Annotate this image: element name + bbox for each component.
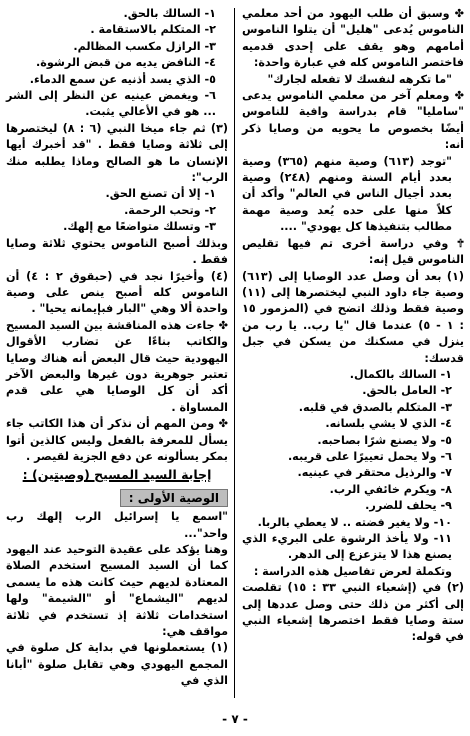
- paragraph: ٩- يحلف للضرر.: [365, 499, 452, 513]
- paragraph: (٤) وأخيرًا نجد في (حبقوق ٢ : ٤) أن الناموس كله أصبح ينص على وصية واحدة ألا وهي "البار فبإيمانه يحيا" .: [6, 269, 228, 316]
- paragraph: "اسمع يا إسرائيل الرب إلهك رب واحد"...: [6, 510, 228, 540]
- left-column-top: [6, 6, 228, 465]
- left-column: [6, 6, 228, 690]
- paragraph: وتكملة لعرض تفاصيل هذه الدراسة :: [253, 564, 452, 578]
- paragraph: ٧- والرذيل محتقر في عينيه.: [297, 466, 452, 480]
- page-number: - ٧ -: [222, 712, 248, 726]
- paragraph: "ما تكرهه لنفسك لا تفعله لجارك": [267, 72, 452, 86]
- paragraph: ٢- المتكلم بالاستقامة .: [90, 23, 216, 37]
- paragraph: ٥- الذي يسد أذنيه عن سمع الدماء.: [29, 72, 216, 86]
- paragraph: 🕆 وفي دراسة أخرى تم فيها تقليص الناموس قيل إنه:: [242, 236, 464, 267]
- paragraph: ١٠- ولا يغير فضته .. لا يعطي بالربا.: [257, 515, 452, 529]
- paragraph: ✤ جاءت هذه المناقشة بين السيد المسيح والكاتب بناءًا عن تضارب الأقوال اليهودية حيث قال البعض أنه هناك وصايا تعتبر جوهرية دون غيرها والبعض الآخر أكد أن كل الوصايا هي على قدم المساواة .: [6, 318, 228, 414]
- paragraph: ٣- المتكلم بالصدق في قلبه.: [298, 400, 452, 414]
- paragraph: ٨- ويكرم خائفي الرب.: [329, 482, 452, 496]
- paragraph: ١- السالك بالحق.: [123, 7, 216, 20]
- paragraph: (١) بعد أن وصل عدد الوصايا إلى (٦١٣) وصية جاء داود النبي ليختصرها إلى (١١) وصية فقط وذلك اتضح في (المزمور ١٥ : ١ - ٥) عندما قال "يا رب.. يا رب من ينزل في مسكنك من يسكن في جبل قدسك:: [242, 269, 465, 365]
- section-heading: [6, 467, 228, 483]
- paragraph: ٢- العامل بالحق.: [362, 384, 452, 398]
- paragraph: ٤- الذي لا يشي بلسانه.: [325, 417, 452, 431]
- left-column-bottom: [6, 509, 228, 689]
- paragraph: ٥- ولا يصنع شرًا بصاحبه.: [317, 433, 452, 447]
- paragraph: ١- إلا أن تصنع الحق.: [105, 187, 216, 201]
- paragraph: ٣- الرازل مكسب المظالم.: [73, 39, 216, 53]
- paragraph: وهنا يؤكد على عقيدة التوحيد عند اليهود كما أن السيد المسيح استخدم الصلاة المعتادة لديهم حيث كانت هذه ما يسمى لديهم "اليشماع" أو "الشيمة" ولها استخدامات ثلاثة إذ تستخدم في ثلاثة مواقف هي:: [6, 543, 228, 639]
- paragraph: ١١- ولا يأخذ الرشوة على البريء الذي يصنع هذا لا يتزعزع إلى الدهر.: [242, 532, 452, 562]
- paragraph: ١- السالك بالكمال.: [349, 367, 452, 381]
- paragraph: ✤ ومن المهم أن نذكر أن هذا الكاتب جاء يسأل للمعرفة بالفعل وليس كالذين أتوا بمكر يسألونه عن دفع الجزية لقيصر .: [6, 417, 228, 463]
- paragraph: وبذلك أصبح الناموس يحتوي ثلاثة وصايا فقط .: [6, 236, 228, 267]
- section-heading-text: إجابة السيد المسيح (وصيتين) :: [22, 467, 212, 483]
- paragraph: "توجد (٦١٣) وصية منهم (٣٦٥) وصية بعدد أيام السنة ومنهم (٢٤٨) وصية بعدد أجيال الناس في العالم" وأكد أن كلاً منها على حده يُعد وصية مهمة مطالب بتنفيذها كل يهودي" ....: [242, 154, 453, 234]
- paragraph: ٦- ولا يحمل تعييرًا على قريبه.: [287, 449, 452, 463]
- paragraph: ٣- وتسلك متواضعًا مع إلهك.: [63, 220, 216, 234]
- right-column: [242, 6, 464, 646]
- paragraph: ٤- النافض يديه من قبض الرشوة.: [35, 56, 216, 70]
- paragraph: ٦- ويغمض عينيه عن النظر إلى الشر ... هو في الأعالي يثبت.: [6, 89, 216, 119]
- column-divider: [234, 8, 235, 698]
- paragraph: ✤ وسبق أن طلب اليهود من أحد معلمي الناموس يُدعى "هليل" أن يتلوا الناموس أمامهم وهو يقف على إحدى قدميه فاختصر الناموس كله في عبارة واحدة:: [242, 7, 464, 70]
- paragraph: (١) يستعملونها في بداية كل صلوة في المجمع اليهودي وهي تقابل صلوة "أبانا الذي في: [6, 641, 228, 688]
- paragraph: ٢- وتحب الرحمة.: [124, 203, 216, 217]
- paragraph: ✤ ومعلم آخر من معلمي الناموس يدعى "ساملیا" قام بدراسة وافية للناموس أيضًا بخصوص ما يحويه من وصايا ذكر أنه:: [242, 89, 464, 152]
- first-commandment-badge: الوصية الأولى :: [120, 489, 228, 507]
- paragraph: (٢) في (إشعياء النبي ٣٣ : ١٥) تقلصت إلى أكثر من ذلك حتى وصل عددها إلى ستة وصايا فقط اختصرها إشعياء النبي في قوله:: [242, 581, 465, 644]
- paragraph: (٣) ثم جاء ميخا النبي (٦ : ٨) ليختصرها إلى ثلاثة وصايا فقط . "قد أخبرك أيها الإنسان ما هو الصالح وماذا يطلبه منك الرب":: [6, 121, 228, 185]
